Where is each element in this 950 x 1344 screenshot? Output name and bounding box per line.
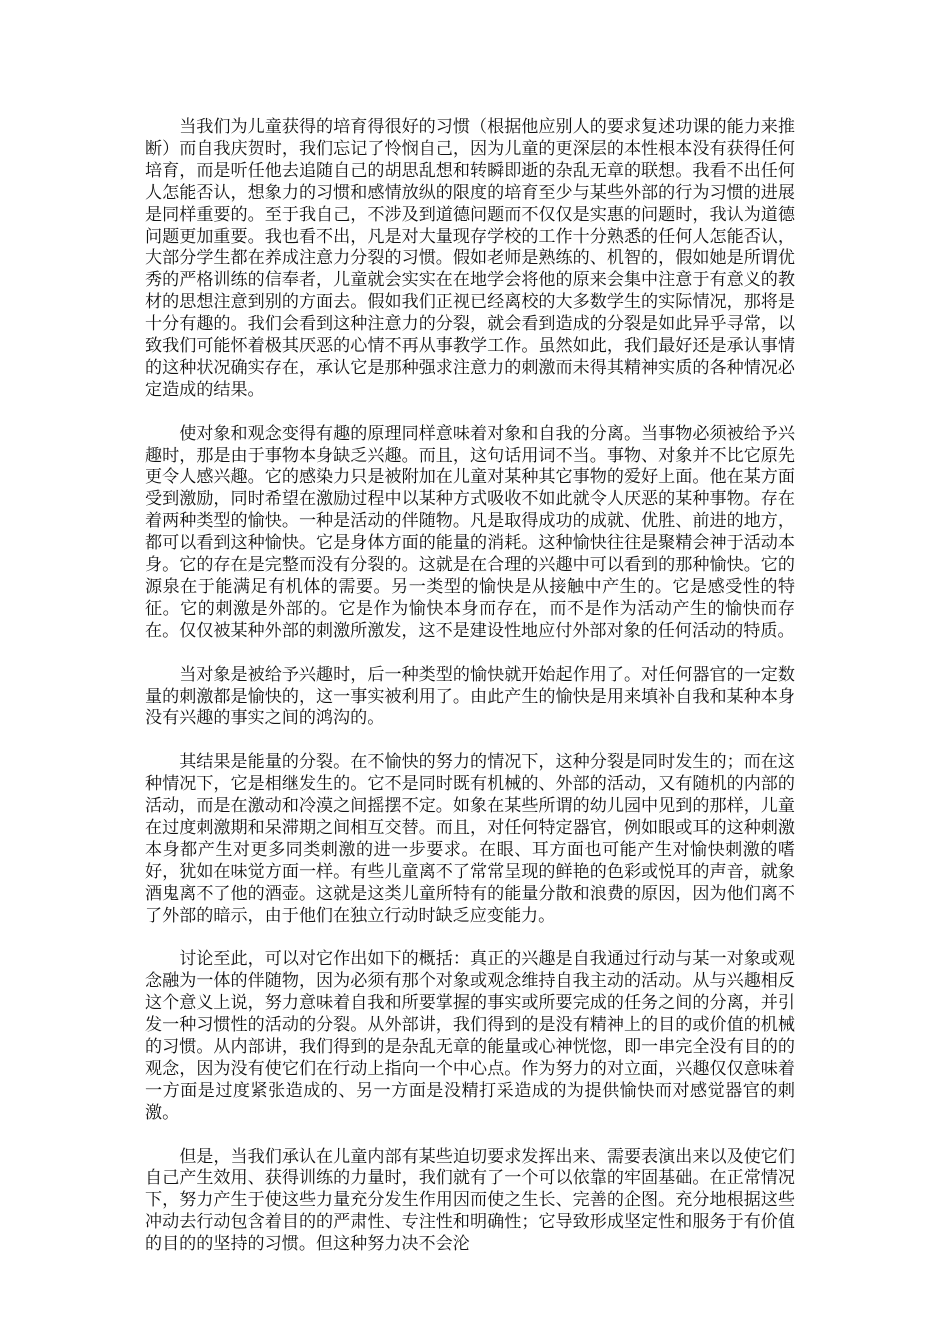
paragraph-5: 讨论至此，可以对它作出如下的概括：真正的兴趣是自我通过行动与某一对象或观念融为一体的伴随物，因为必须有那个对象或观念维持自我主动的活动。从与兴趣相反这个意义上说，努力意味着自我和所要掌握的事实或所要完成的任务之间的分离，并引发一种习惯性的活动的分裂。从外部讲，我们得到的是没有精神上的目的或价值的机械的习惯。从内部讲，我们得到的是杂乱无章的能量或心神恍惚，即一串完全没有目的的观念，因为没有使它们在行动上指向一个中心点。作为努力的对立面，兴趣仅仅意味着一方面是过度紧张造成的、另一方面是没精打采造成的为提供愉快而对感觉器官的刺激。: [145, 949, 795, 1123]
paragraph-4: 其结果是能量的分裂。在不愉快的努力的情况下，这种分裂是同时发生的；而在这种情况下，它是相继发生的。它不是同时既有机械的、外部的活动，又有随机的内部的活动，而是在激动和冷漠之间摇摆不定。如象在某些所谓的幼儿园中见到的那样，儿童在过度刺激期和呆滞期之间相互交替。而且，对任何特定器官，例如眼或耳的这种刺激本身都产生对更多同类刺激的进一步要求。在眼、耳方面也可能产生对愉快刺激的嗜好，犹如在味觉方面一样。有些儿童离不了常常呈现的鲜艳的色彩或悦耳的声音，就象酒鬼离不了他的酒壶。这就是这类儿童所特有的能量分散和浪费的原因，因为他们离不了外部的暗示，由于他们在独立行动时缺乏应变能力。: [145, 752, 795, 926]
paragraph-2: 使对象和观念变得有趣的原理同样意味着对象和自我的分离。当事物必须被给予兴趣时，那是由于事物本身缺乏兴趣。而且，这句话用词不当。事物、对象并不比它原先更令人感兴趣。它的感染力只是被附加在儿童对某种其它事物的爱好上面。他在某方面受到激励，同时希望在激励过程中以某种方式吸收不如此就令人厌恶的某种事物。存在着两种类型的愉快。一种是活动的伴随物。凡是取得成功的成就、优胜、前进的地方，都可以看到这种愉快。它是身体方面的能量的消耗。这种愉快往往是聚精会神于活动本身。它的存在是完整而没有分裂的。这就是在合理的兴趣中可以看到的那种愉快。它的源泉在于能满足有机体的需要。另一类型的愉快是从接触中产生的。它是感受性的特征。它的刺激是外部的。它是作为愉快本身而存在，而不是作为活动产生的愉快而存在。仅仅被某种外部的刺激所激发，这不是建设性地应付外部对象的任何活动的特质。: [145, 423, 795, 641]
paragraph-3: 当对象是被给予兴趣时，后一种类型的愉快就开始起作用了。对任何器官的一定数量的刺激都是愉快的，这一事实被利用了。由此产生的愉快是用来填补自我和某种本身没有兴趣的事实之间的鸿沟的。: [145, 664, 795, 729]
paragraph-6: 但是，当我们承认在儿童内部有某些迫切要求发挥出来、需要表演出来以及使它们自己产生效用、获得训练的力量时，我们就有了一个可以依靠的牢固基础。在正常情况下，努力产生于使这些力量充分发生作用因而使之生长、完善的企图。充分地根据这些冲动去行动包含着目的的严肃性、专注性和明确性；它导致形成坚定性和服务于有价值的目的的坚持的习惯。但这种努力决不会沦: [145, 1146, 795, 1255]
document-body: [145, 117, 795, 1256]
paragraph-1: 当我们为儿童获得的培育得很好的习惯（根据他应别人的要求复述功课的能力来推断）而自我庆贺时，我们忘记了怜悯自己，因为儿童的更深层的本性根本没有获得任何培育，而是听任他去追随自己的胡思乱想和转瞬即逝的杂乱无章的联想。我看不出任何人怎能否认，想象力的习惯和感情放纵的限度的培育至少与某些外部的行为习惯的进展是同样重要的。至于我自己，不涉及到道德问题而不仅仅是实惠的问题时，我认为道德问题更加重要。我也看不出，凡是对大量现存学校的工作十分熟悉的任何人怎能否认，大部分学生都在养成注意力分裂的习惯。假如老师是熟练的、机智的，假如她是所谓优秀的严格训练的信奉者，儿童就会实实在在地学会将他的原来会集中注意于有意义的教材的思想注意到别的方面去。假如我们正视已经离校的大多数学生的实际情况，那将是十分有趣的。我们会看到这种注意力的分裂，就会看到造成的分裂是如此异乎寻常，以致我们可能怀着极其厌恶的心情不再从事教学工作。虽然如此，我们最好还是承认事情的这种状况确实存在，承认它是那种强求注意力的刺激而未得其精神实质的各种情况必定造成的结果。: [145, 117, 795, 400]
